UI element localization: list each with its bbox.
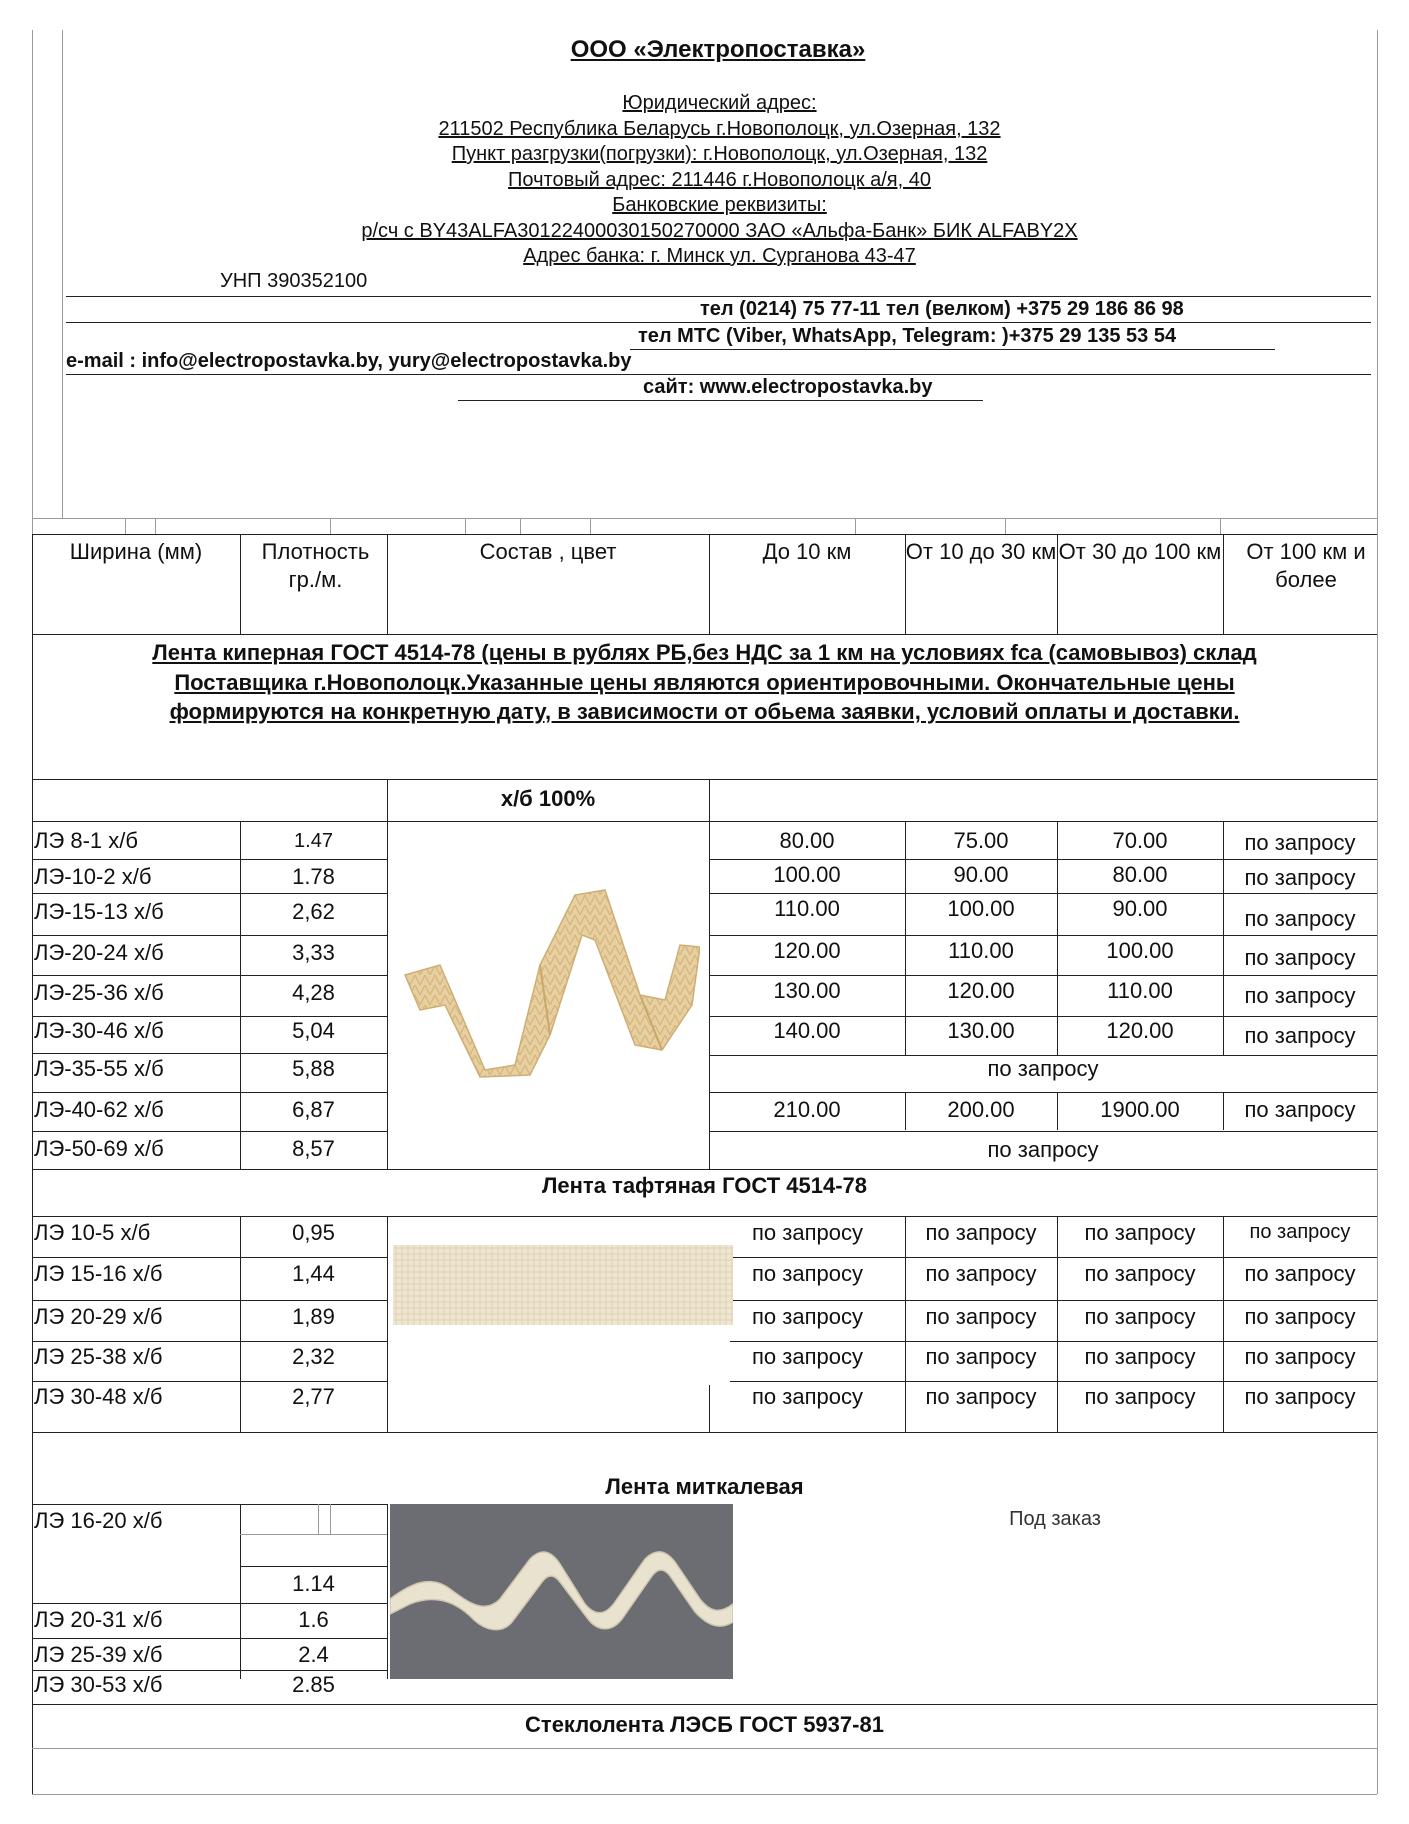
kiper-price-1: 110.00 — [774, 896, 840, 921]
taft-price-2: по запросу — [925, 1384, 1037, 1409]
mitkal-name: ЛЭ 30-53 х/б — [34, 1672, 163, 1697]
kiper-price-2: 75.00 — [953, 828, 1009, 853]
kiper-price-4: по запросу — [1244, 1097, 1356, 1122]
kiper-price-2: 200.00 — [947, 1097, 1015, 1122]
legal-address-label: Юридический адрес: — [622, 92, 817, 114]
taft-density: 2,32 — [292, 1344, 335, 1369]
kiper-price-on-request: по запросу — [987, 1056, 1099, 1081]
kiper-price-2: 110.00 — [948, 938, 1014, 963]
kiper-name: ЛЭ-15-13 х/б — [34, 899, 164, 924]
kiper-name: ЛЭ-25-36 х/б — [34, 980, 164, 1005]
kiper-price-1: 80.00 — [779, 828, 835, 853]
mitkal-name: ЛЭ 25-39 х/б — [34, 1642, 163, 1667]
taft-price-4: по запросу — [1244, 1261, 1356, 1286]
mitkal-density: 2.4 — [298, 1642, 329, 1667]
mitkal-name: ЛЭ 20-31 х/б — [34, 1607, 163, 1632]
kiper-price-4: по запросу — [1244, 830, 1356, 855]
taft-price-4: по запросу — [1244, 1344, 1356, 1369]
kiper-price-on-request: по запросу — [987, 1137, 1099, 1162]
taft-price-3: по запросу — [1084, 1304, 1196, 1329]
taft-price-4: по запросу — [1244, 1304, 1356, 1329]
taft-price-4: по запросу — [1244, 1384, 1356, 1409]
col-header-density: Плотность гр./м. — [261, 539, 370, 592]
taft-price-1: по запросу — [752, 1344, 863, 1369]
kiper-density: 4,28 — [292, 980, 335, 1005]
kiper-name: ЛЭ-40-62 х/б — [34, 1097, 164, 1122]
notice-line-1: Лента киперная ГОСТ 4514-78 (цены в рублях РБ,без НДС за 1 км на условиях fca (самовывоз) склад — [152, 640, 1257, 665]
taft-price-4: по запросу — [1249, 1221, 1351, 1243]
taft-price-2: по запросу — [925, 1344, 1037, 1369]
kiper-price-4: по запросу — [1244, 1023, 1356, 1048]
taft-density: 2,77 — [292, 1384, 335, 1409]
notice-line-2: Поставщика г.Новополоцк.Указанные цены являются ориентировочными. Окончательные цены — [174, 670, 1235, 695]
kiper-price-2: 100.00 — [947, 896, 1015, 921]
kiper-density: 5,88 — [292, 1056, 335, 1081]
kiper-price-4: по запросу — [1244, 906, 1356, 931]
taft-density: 0,95 — [292, 1220, 335, 1245]
kiper-name: ЛЭ-30-46 х/б — [34, 1018, 164, 1043]
mitkal-density: 1.14 — [292, 1571, 335, 1596]
taft-price-3: по запросу — [1084, 1220, 1196, 1245]
kiper-price-3: 1900.00 — [1100, 1097, 1180, 1122]
company-name: ООО «Электропоставка» — [570, 36, 866, 63]
kiper-density: 8,57 — [292, 1136, 335, 1161]
mitkal-density: 2.85 — [292, 1672, 335, 1697]
kiper-price-1: 120.00 — [773, 938, 841, 963]
kiper-price-3: 120.00 — [1106, 1018, 1174, 1043]
kiper-price-1: 130.00 — [773, 978, 841, 1003]
kiper-name: ЛЭ-20-24 х/б — [34, 940, 164, 965]
kiper-price-4: по запросу — [1244, 865, 1356, 890]
kiper-name: ЛЭ-50-69 х/б — [34, 1136, 164, 1161]
bank-account: р/сч с BY43ALFA30122400030150270000 ЗАО «Альфа-Банк» БИК ALFABY2X — [361, 220, 1078, 242]
col-header-30-100km: От 30 до 100 км — [1058, 539, 1222, 564]
taft-name: ЛЭ 30-48 х/б — [34, 1384, 163, 1409]
taft-price-3: по запросу — [1084, 1344, 1196, 1369]
unp: УНП 390352100 — [220, 270, 368, 292]
kiper-density: 6,87 — [292, 1097, 335, 1122]
mitkal-title: Лента миткалевая — [605, 1474, 804, 1499]
taft-title: Лента тафтяная ГОСТ 4514-78 — [541, 1173, 868, 1198]
kiper-price-2: 130.00 — [947, 1018, 1015, 1043]
col-header-width: Ширина (мм) — [69, 539, 203, 564]
mitkal-name: ЛЭ 16-20 х/б — [34, 1508, 163, 1533]
unload-address: Пункт разгрузки(погрузки): г.Новополоцк, ул.Озерная, 132 — [451, 143, 988, 165]
taft-price-3: по запросу — [1084, 1384, 1196, 1409]
col-header-10-30km: От 10 до 30 км — [905, 539, 1057, 564]
taft-name: ЛЭ 20-29 х/б — [34, 1304, 163, 1329]
kiper-price-1: 140.00 — [773, 1018, 841, 1043]
col-header-100km-plus: От 100 км и более — [1246, 539, 1366, 592]
taft-price-2: по запросу — [925, 1304, 1037, 1329]
kiper-price-1: 100.00 — [773, 862, 841, 887]
kiper-price-3: 90.00 — [1112, 896, 1168, 921]
taft-price-1: по запросу — [752, 1261, 863, 1286]
kiper-price-4: по запросу — [1244, 983, 1356, 1008]
mitkal-order-note: Под заказ — [1009, 1508, 1101, 1530]
site-line[interactable]: сайт: www.electropostavka.by — [643, 376, 933, 398]
kiper-name: ЛЭ-10-2 х/б — [34, 864, 152, 889]
bank-details-label: Банковские реквизиты: — [612, 194, 827, 216]
taft-name: ЛЭ 10-5 х/б — [34, 1220, 151, 1245]
postal-address: Почтовый адрес: 211446 г.Новополоцк а/я, 40 — [508, 169, 931, 191]
kiper-density: 3,33 — [292, 940, 335, 965]
taft-name: ЛЭ 15-16 х/б — [34, 1261, 163, 1286]
kiper-composition: х/б 100% — [500, 786, 596, 811]
steklo-title: Стеклолента ЛЭСБ ГОСТ 5937-81 — [525, 1712, 884, 1737]
kiper-density: 1.78 — [292, 864, 335, 889]
taft-density: 1,44 — [292, 1261, 335, 1286]
kiper-density: 2,62 — [292, 899, 335, 924]
kiper-price-1: 210.00 — [773, 1097, 841, 1122]
taft-price-1: по запросу — [752, 1384, 863, 1409]
kiper-density: 1.47 — [294, 830, 333, 852]
bank-address: Адрес банка: г. Минск ул. Сурганова 43-47 — [523, 245, 916, 267]
taffeta-tape-image — [393, 1245, 733, 1325]
kiper-price-2: 90.00 — [953, 862, 1009, 887]
phone-line-2: тел МТС (Viber, WhatsApp, Telegram: )+375 29 135 53 54 — [638, 325, 1177, 347]
col-header-up-to-10km: До 10 км — [762, 539, 852, 564]
kiper-price-3: 70.00 — [1112, 828, 1168, 853]
kiper-name: ЛЭ-35-55 х/б — [34, 1056, 164, 1081]
kiper-price-3: 80.00 — [1112, 862, 1168, 887]
taft-price-1: по запросу — [752, 1304, 863, 1329]
taft-name: ЛЭ 25-38 х/б — [34, 1344, 163, 1369]
kiper-name: ЛЭ 8-1 х/б — [34, 828, 138, 853]
kiper-price-3: 110.00 — [1107, 978, 1173, 1003]
kiper-price-4: по запросу — [1244, 945, 1356, 970]
notice-line-3: формируются на конкретную дату, в зависимости от обьема заявки, условий оплаты и доставки. — [169, 699, 1240, 724]
email-line[interactable]: e-mail : info@electropostavka.by, yury@electropostavka.by — [66, 350, 632, 372]
mitkal-density: 1.6 — [298, 1607, 329, 1632]
taft-price-2: по запросу — [925, 1220, 1037, 1245]
kiper-price-3: 100.00 — [1106, 938, 1174, 963]
col-header-composition: Состав , цвет — [479, 539, 617, 564]
taft-price-3: по запросу — [1084, 1261, 1196, 1286]
taft-price-2: по запросу — [925, 1261, 1037, 1286]
twill-tape-image — [400, 855, 700, 1085]
phone-line-1: тел (0214) 75 77-11 тел (велком) +375 29 186 86 98 — [700, 298, 1184, 320]
legal-address: 211502 Республика Беларусь г.Новополоцк, ул.Озерная, 132 — [438, 118, 1001, 140]
kiper-price-2: 120.00 — [947, 978, 1015, 1003]
kiper-density: 5,04 — [292, 1018, 335, 1043]
calico-tape-image — [390, 1504, 733, 1679]
taft-price-1: по запросу — [752, 1220, 863, 1245]
taft-density: 1,89 — [292, 1304, 335, 1329]
